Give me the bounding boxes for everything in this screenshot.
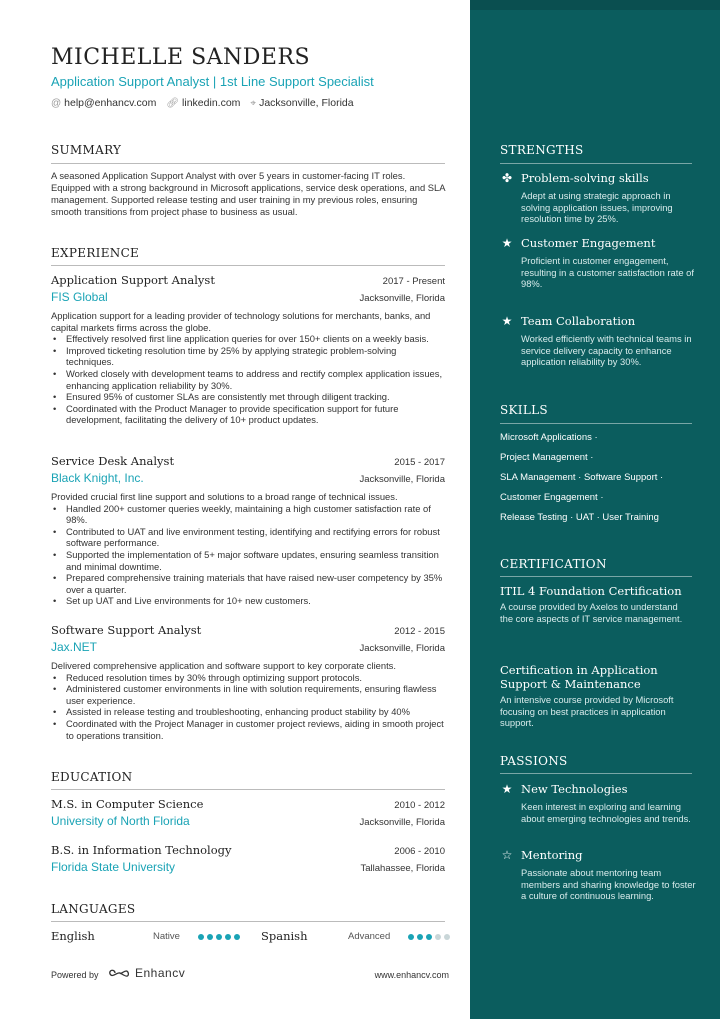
language-proficiency-dots xyxy=(198,934,240,940)
job-location: Jacksonville, Florida xyxy=(359,643,445,654)
summary-text: A seasoned Application Support Analyst with over 5 years in customer-facing IT roles. Equipped with a strong background in Microsoft applications, service desk operations, and SLA management. Supported release testing and user training in my previous roles, ensuring smooth transitions from project phase to business as usual. xyxy=(51,170,445,217)
job-bullet: • Supported the implementation of 5+ major software updates, ensuring seamless transition and minimal downtime. xyxy=(51,549,445,572)
job-bullet: • Ensured 95% of customer SLAs are consistently met through diligent tracking. xyxy=(51,391,445,403)
skill-line: Microsoft Applications · xyxy=(500,432,598,443)
certification-description: An intensive course provided by Microsoft focusing on best practices in application support. xyxy=(500,694,674,728)
education-item xyxy=(51,843,445,874)
linkedin-contact[interactable] xyxy=(166,97,240,109)
job-location: Jacksonville, Florida xyxy=(359,293,445,304)
location-pin-icon: ⌖ xyxy=(250,98,257,109)
experience-heading: EXPERIENCE xyxy=(51,246,140,260)
sidebar-top-band xyxy=(470,0,720,10)
certification-item xyxy=(500,663,690,729)
candidate-name: MICHELLE SANDERS xyxy=(51,45,311,70)
passion-description: Passionate about mentoring team members and sharing knowledge to foster a culture of continuous learning. xyxy=(521,867,696,901)
email-contact[interactable] xyxy=(51,97,156,109)
strength-description: Proficient in customer engagement, resulting in a customer satisfaction rate of 98%. xyxy=(521,255,694,289)
education-location: Tallahassee, Florida xyxy=(360,863,445,874)
proficiency-dot-filled xyxy=(417,934,423,940)
strength-description: Adept at using strategic approach in solving application issues, improving resolution time by 25%. xyxy=(521,190,673,224)
strengths-divider xyxy=(500,163,692,164)
location-contact xyxy=(250,97,353,109)
job-description: Application support for a leading provider of technology solutions for merchants, banks, and capital markets firms across the globe. xyxy=(51,310,431,333)
certification-title: Certification in Application Support & Maintenance xyxy=(500,663,658,691)
proficiency-dot-empty xyxy=(444,934,450,940)
education-location: Jacksonville, Florida xyxy=(359,817,445,828)
education-item xyxy=(51,797,445,828)
contact-info xyxy=(51,97,354,109)
strength-title: Team Collaboration xyxy=(521,314,636,328)
passion-item xyxy=(500,782,700,842)
job-bullet: • Administered customer environments in line with solution requirements, ensuring flawless user experience. xyxy=(51,683,445,706)
location-text: Jacksonville, Florida xyxy=(259,97,354,109)
infinity-logo-icon xyxy=(109,967,131,979)
job-bullet: • Assisted in release testing and troubleshooting, enhancing product stability by 40% xyxy=(51,706,445,718)
email-text: help@enhancv.com xyxy=(64,97,157,109)
certification-divider xyxy=(500,576,692,577)
job-bullet: • Improved ticketing resolution time by 25% by applying strategic problem-solving techniques. xyxy=(51,345,445,368)
summary-heading: SUMMARY xyxy=(51,143,122,157)
job-bullet: • Handled 200+ customer queries weekly, maintaining a high customer satisfaction rate of 98%. xyxy=(51,503,445,526)
certification-item xyxy=(500,584,690,624)
proficiency-dot-filled xyxy=(426,934,432,940)
star-sparkle-icon: ★ xyxy=(501,236,513,250)
job-description: Provided crucial first line support and solutions to a broad range of technical issues. xyxy=(51,491,398,502)
passions-heading: PASSIONS xyxy=(500,754,568,768)
passion-item xyxy=(500,848,700,918)
education-dates: 2006 - 2010 xyxy=(394,846,445,857)
proficiency-dot-filled xyxy=(216,934,222,940)
language-level: Advanced xyxy=(348,931,391,942)
star-sparkle-icon: ★ xyxy=(501,782,513,796)
skill-line: Customer Engagement · xyxy=(500,492,604,503)
job-description: Delivered comprehensive application and software support to key corporate clients. xyxy=(51,660,396,671)
experience-item xyxy=(51,623,445,741)
job-role: Application Support Analyst xyxy=(51,273,215,287)
strength-description: Worked efficiently with technical teams in service delivery capacity to enhance application reliability by 30%. xyxy=(521,333,692,367)
job-company: FIS Global xyxy=(51,290,108,304)
job-dates: 2017 - Present xyxy=(382,276,445,287)
candidate-title: Application Support Analyst | 1st Line Support Specialist xyxy=(51,74,374,89)
passion-title: New Technologies xyxy=(521,782,628,796)
linkedin-text: linkedin.com xyxy=(182,97,241,109)
degree: B.S. in Information Technology xyxy=(51,843,232,857)
language-name: Spanish xyxy=(261,929,308,943)
job-bullet: • Prepared comprehensive training materials that have raised new-user competency by 35% over a quarter. xyxy=(51,572,445,595)
enhancv-logo[interactable] xyxy=(109,966,185,980)
proficiency-dot-filled xyxy=(408,934,414,940)
brand-name: Enhancv xyxy=(135,966,186,980)
job-bullet: • Coordinated with the Product Manager to provide specification support for future development, facilitating the delivery of 10+ product updates. xyxy=(51,403,445,426)
skill-line: Project Management · xyxy=(500,452,594,463)
school: University of North Florida xyxy=(51,814,190,828)
language-level: Native xyxy=(153,931,180,942)
proficiency-dot-filled xyxy=(225,934,231,940)
job-bullets xyxy=(51,503,445,607)
powered-by-text: Powered by xyxy=(51,970,99,980)
website-link[interactable]: www.enhancv.com xyxy=(374,970,449,980)
language-name: English xyxy=(51,929,95,943)
job-dates: 2015 - 2017 xyxy=(394,457,445,468)
proficiency-dot-filled xyxy=(198,934,204,940)
certification-title: ITIL 4 Foundation Certification xyxy=(500,584,682,598)
job-dates: 2012 - 2015 xyxy=(394,626,445,637)
job-bullets xyxy=(51,333,445,426)
job-company: Jax.NET xyxy=(51,640,98,654)
languages-divider xyxy=(51,921,445,922)
school: Florida State University xyxy=(51,860,176,874)
languages-list xyxy=(51,929,445,945)
star-outline-icon: ☆ xyxy=(501,848,513,862)
job-bullet: • Effectively resolved first line application queries for over 150+ clients on a weekly basis. xyxy=(51,333,445,345)
certification-heading: CERTIFICATION xyxy=(500,557,607,571)
languages-heading: LANGUAGES xyxy=(51,902,136,916)
passion-title: Mentoring xyxy=(521,848,583,862)
job-bullet: • Set up UAT and Live environments for 10+ new customers. xyxy=(51,595,445,607)
strengths-heading: STRENGTHS xyxy=(500,143,584,157)
job-company: Black Knight, Inc. xyxy=(51,471,144,485)
strength-item xyxy=(500,314,700,384)
proficiency-dot-empty xyxy=(435,934,441,940)
summary-divider xyxy=(51,163,445,164)
education-dates: 2010 - 2012 xyxy=(394,800,445,811)
link-icon: 🔗︎ xyxy=(166,98,180,109)
job-bullet: • Reduced resolution times by 30% through optimizing support protocols. xyxy=(51,672,445,684)
job-role: Software Support Analyst xyxy=(51,623,202,637)
job-location: Jacksonville, Florida xyxy=(359,474,445,485)
certification-description: A course provided by Axelos to understand the core aspects of IT service management. xyxy=(500,601,683,624)
job-role: Service Desk Analyst xyxy=(51,454,175,468)
job-bullet: • Coordinated with the Project Manager in customer project reviews, aiding in smooth project to operations transition. xyxy=(51,718,445,741)
strength-item xyxy=(500,236,700,306)
education-divider xyxy=(51,789,445,790)
degree: M.S. in Computer Science xyxy=(51,797,204,811)
education-heading: EDUCATION xyxy=(51,770,133,784)
job-bullet: • Contributed to UAT and live environment testing, identifying and rectifying errors for robust software performance. xyxy=(51,526,445,549)
strength-item xyxy=(500,171,700,231)
job-bullets xyxy=(51,672,445,742)
skill-line: Release Testing · UAT · User Training xyxy=(500,512,659,523)
passion-description: Keen interest in exploring and learning about emerging technologies and trends. xyxy=(521,801,691,824)
skill-line: SLA Management · Software Support · xyxy=(500,472,664,483)
at-icon: @ xyxy=(51,98,62,109)
star-icon: ★ xyxy=(501,314,513,328)
strength-title: Customer Engagement xyxy=(521,236,656,250)
passions-divider xyxy=(500,773,692,774)
skills-heading: SKILLS xyxy=(500,403,548,417)
job-bullet: • Worked closely with development teams to address and rectify complex application issues, enhancing application reliability by 30%. xyxy=(51,368,445,391)
experience-item xyxy=(51,454,445,607)
language-proficiency-dots xyxy=(408,934,450,940)
proficiency-dot-filled xyxy=(207,934,213,940)
strength-title: Problem-solving skills xyxy=(521,171,649,185)
proficiency-dot-filled xyxy=(234,934,240,940)
sidebar xyxy=(470,0,720,1019)
award-icon: ✤ xyxy=(501,171,513,185)
skills-divider xyxy=(500,423,692,424)
experience-divider xyxy=(51,265,445,266)
experience-item xyxy=(51,273,445,426)
